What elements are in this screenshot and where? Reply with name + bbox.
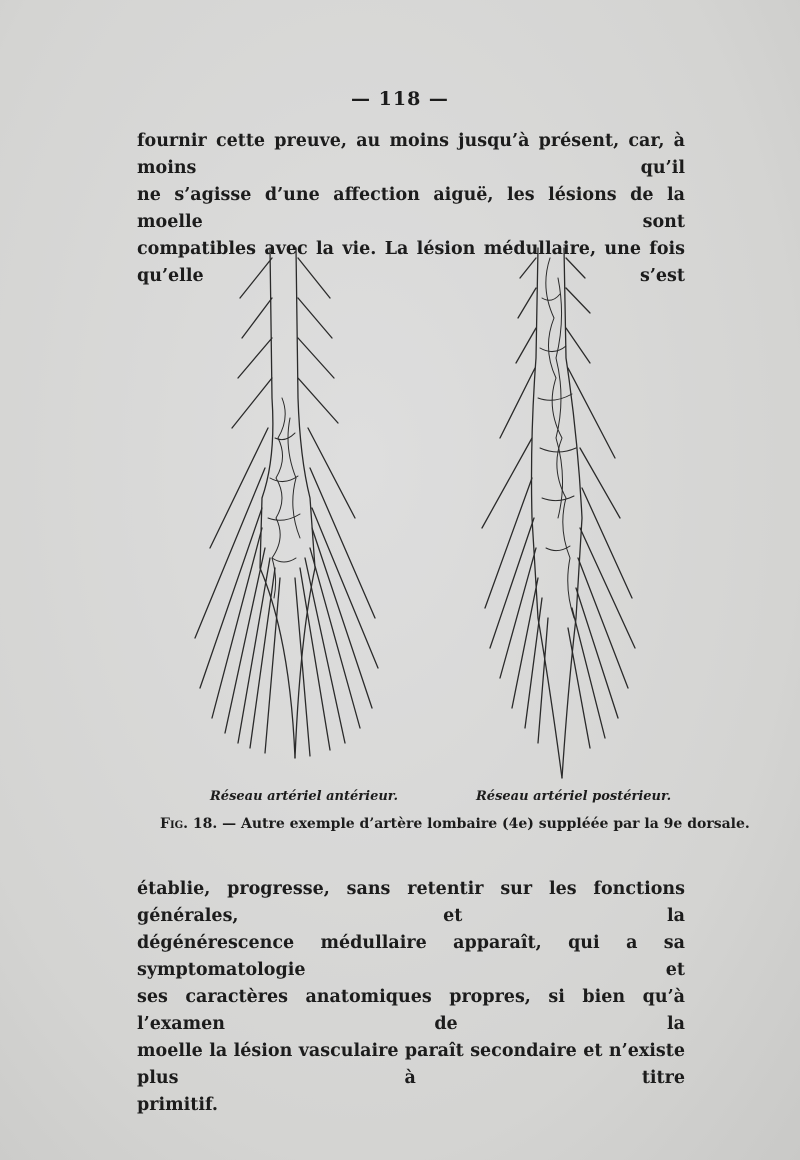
posterior-network-drawing <box>482 248 635 778</box>
paragraph-line: fournir cette preuve, au moins jusqu’à présent, car, à moins qu’il <box>137 131 685 178</box>
paragraph-line: ses caractères anatomiques propres, si bien qu’à l’examen de la <box>137 987 685 1034</box>
spinal-artery-network-illustration <box>150 238 690 798</box>
paragraph-line: primitif. <box>137 1095 218 1115</box>
figure-label-anterior: Réseau artériel antérieur. <box>210 789 398 804</box>
figure-caption-text: — Autre exemple d’artère lombaire (4e) suppléée par la 9e dorsale. <box>217 816 750 832</box>
paragraph-line: moelle la lésion vasculaire paraît secondaire et n’existe plus à titre <box>137 1041 685 1088</box>
paragraph-line: compatibles avec la vie. La lésion médullaire, une fois qu’elle s’est <box>137 239 685 286</box>
page-number: — 118 — <box>351 88 449 110</box>
figure-label-posterior: Réseau artériel postérieur. <box>476 789 672 804</box>
paragraph-line: ne s’agisse d’une affection aiguë, les lésions de la moelle sont <box>137 185 685 232</box>
paragraph-bottom <box>137 876 685 1119</box>
paragraph-line: établie, progresse, sans retentir sur les fonctions générales, et la <box>137 879 685 926</box>
figure-illustration <box>150 238 690 798</box>
paragraph-line: dégénérescence médullaire apparaît, qui a sa symptomatologie et <box>137 933 685 980</box>
figure-caption <box>160 816 750 832</box>
figure-number: Fig. 18. <box>160 816 218 832</box>
anterior-network-drawing <box>195 248 378 758</box>
